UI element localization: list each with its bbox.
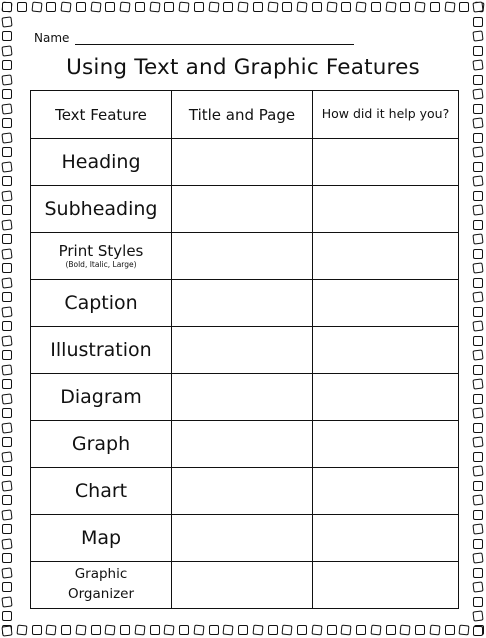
border-square-shape <box>2 205 12 215</box>
border-square-shape <box>1 277 12 288</box>
border-square-shape <box>473 510 483 520</box>
title-page-cell[interactable] <box>172 374 313 421</box>
border-square-shape <box>2 176 12 186</box>
border-square-shape <box>209 625 219 635</box>
border-square-shape <box>415 2 426 13</box>
border-square-shape <box>429 625 440 636</box>
feature-cell: Illustration <box>31 327 172 374</box>
border-square-shape <box>32 625 42 635</box>
help-cell[interactable] <box>313 374 459 421</box>
border-square-shape <box>459 2 469 12</box>
border-square-shape <box>2 2 12 12</box>
border-square-shape <box>472 88 483 99</box>
border-square-shape <box>472 146 483 157</box>
border-square-shape <box>1 219 12 230</box>
border-square-shape <box>193 625 204 636</box>
border-square-shape <box>473 568 483 578</box>
border-square-shape <box>472 407 483 418</box>
border-square-shape <box>179 625 189 635</box>
help-cell[interactable] <box>313 327 459 374</box>
border-square-shape <box>472 436 483 447</box>
border-square-shape <box>1 74 12 85</box>
border-square-shape <box>473 423 483 433</box>
border-square-shape <box>282 625 293 636</box>
decorative-border-bottom <box>0 623 486 638</box>
title-page-cell[interactable] <box>172 186 313 233</box>
border-square-shape <box>2 466 12 476</box>
border-square-shape <box>267 2 278 13</box>
name-field <box>34 31 354 45</box>
border-square-shape <box>472 494 483 505</box>
border-square-shape <box>472 552 483 563</box>
feature-cell: Map <box>31 515 172 562</box>
border-square-shape <box>134 625 145 636</box>
table-row <box>31 280 459 327</box>
border-square-shape <box>1 16 12 27</box>
border-square-shape <box>1 190 12 201</box>
border-square-shape <box>473 191 483 201</box>
help-cell[interactable] <box>313 280 459 327</box>
column-header-title-and-page: Title and Page <box>172 91 313 139</box>
border-square-shape <box>400 2 410 12</box>
title-page-cell[interactable] <box>172 280 313 327</box>
border-square-shape <box>1 45 12 56</box>
border-square-shape <box>149 2 160 13</box>
feature-cell: Graph <box>31 421 172 468</box>
column-header-text-feature: Text Feature <box>31 91 172 139</box>
border-square-shape <box>1 335 12 346</box>
border-square-shape <box>2 553 12 563</box>
border-square-shape <box>2 379 12 389</box>
border-square-shape <box>472 320 483 331</box>
border-square-shape <box>1 132 12 143</box>
border-square-shape <box>473 17 483 27</box>
border-square-shape <box>311 625 322 636</box>
table-row <box>31 374 459 421</box>
border-square-shape <box>297 625 307 635</box>
feature-cell <box>31 233 172 280</box>
help-cell[interactable] <box>313 421 459 468</box>
name-label: Name <box>34 31 70 45</box>
border-square-shape <box>326 2 337 13</box>
border-square-shape <box>473 394 483 404</box>
column-header-how-did-it-help: How did it help you? <box>313 91 459 139</box>
border-square-shape <box>16 625 27 636</box>
border-square-shape <box>385 2 396 13</box>
border-square-shape <box>120 2 131 13</box>
border-square-shape <box>472 1 483 12</box>
border-square-shape <box>1 422 12 433</box>
table-row <box>31 562 459 609</box>
border-square-shape <box>2 263 12 273</box>
table-row <box>31 327 459 374</box>
border-square-shape <box>208 2 219 13</box>
border-square-shape <box>90 2 101 13</box>
border-square-shape <box>430 2 440 12</box>
border-square-shape <box>400 625 411 636</box>
title-page-cell[interactable] <box>172 233 313 280</box>
help-cell[interactable] <box>313 139 459 186</box>
border-square-shape <box>444 2 455 13</box>
border-square-shape <box>1 625 12 636</box>
border-square-shape <box>17 2 27 12</box>
border-square-shape <box>386 625 396 635</box>
border-square-shape <box>472 465 483 476</box>
border-square-shape <box>356 625 366 635</box>
border-square-shape <box>164 625 175 636</box>
page-title: Using Text and Graphic Features <box>66 55 420 80</box>
title-page-cell[interactable] <box>172 421 313 468</box>
border-square-shape <box>1 161 12 172</box>
border-square-shape <box>2 524 12 534</box>
title-page-cell[interactable] <box>172 562 313 609</box>
border-square-shape <box>445 625 455 635</box>
table-row <box>31 233 459 280</box>
help-cell[interactable] <box>313 186 459 233</box>
border-square-shape <box>2 31 12 41</box>
border-square-shape <box>164 2 174 12</box>
border-square-shape <box>2 89 12 99</box>
border-square-shape <box>472 175 483 186</box>
border-square-shape <box>1 306 12 317</box>
border-square-shape <box>238 2 249 13</box>
border-square-shape <box>194 2 204 12</box>
table-row <box>31 515 459 562</box>
help-cell[interactable] <box>313 562 459 609</box>
border-square-shape <box>2 147 12 157</box>
table-row <box>31 421 459 468</box>
border-square-shape <box>1 509 12 520</box>
feature-label: Print Styles <box>58 241 144 260</box>
border-square-shape <box>2 60 12 70</box>
help-cell[interactable] <box>313 515 459 562</box>
border-square-shape <box>297 2 308 13</box>
border-square-shape <box>473 278 483 288</box>
feature-cell: Subheading <box>31 186 172 233</box>
table-row <box>31 186 459 233</box>
help-cell[interactable] <box>313 468 459 515</box>
border-square-shape <box>1 451 12 462</box>
border-square-shape <box>472 349 483 360</box>
help-cell[interactable] <box>313 233 459 280</box>
border-square-shape <box>473 307 483 317</box>
border-square-shape <box>2 582 12 592</box>
border-square-shape <box>1 538 12 549</box>
decorative-border-left <box>0 0 15 638</box>
decorative-border-right <box>471 0 486 638</box>
border-square-shape <box>473 597 483 607</box>
name-blank-line[interactable] <box>75 32 354 45</box>
border-square-shape <box>150 625 160 635</box>
border-square-shape <box>415 625 425 635</box>
border-square-shape <box>2 408 12 418</box>
border-square-shape <box>327 625 337 635</box>
border-square-shape <box>61 2 72 13</box>
border-square-shape <box>105 625 116 636</box>
table-row <box>31 139 459 186</box>
border-square-shape <box>75 625 86 636</box>
border-square-shape <box>473 539 483 549</box>
border-square-shape <box>473 249 483 259</box>
border-square-shape <box>223 625 234 636</box>
border-square-shape <box>1 596 12 607</box>
border-square-shape <box>472 233 483 244</box>
border-square-shape <box>2 495 12 505</box>
border-square-shape <box>473 104 483 114</box>
border-square-shape <box>120 625 130 635</box>
feature-cell: Chart <box>31 468 172 515</box>
border-square-shape <box>253 2 263 12</box>
border-square-shape <box>473 365 483 375</box>
border-square-shape <box>473 162 483 172</box>
table-header-row <box>31 91 459 139</box>
border-square-shape <box>2 292 12 302</box>
border-square-shape <box>2 611 12 621</box>
border-square-shape <box>473 75 483 85</box>
border-square-shape <box>472 30 483 41</box>
border-square-shape <box>472 581 483 592</box>
border-square-shape <box>238 625 248 635</box>
border-square-shape <box>472 523 483 534</box>
border-square-shape <box>1 103 12 114</box>
border-square-shape <box>1 248 12 259</box>
border-square-shape <box>46 2 56 12</box>
border-square-shape <box>356 2 367 13</box>
border-square-shape <box>473 481 483 491</box>
border-square-shape <box>91 625 101 635</box>
border-square-shape <box>1 364 12 375</box>
border-square-shape <box>282 2 292 12</box>
border-square-shape <box>459 625 470 636</box>
border-square-shape <box>370 625 381 636</box>
title-page-cell[interactable] <box>172 515 313 562</box>
border-square-shape <box>135 2 145 12</box>
border-square-shape <box>268 625 278 635</box>
border-square-shape <box>1 480 12 491</box>
title-page-cell[interactable] <box>172 139 313 186</box>
feature-cell: Caption <box>31 280 172 327</box>
worksheet-table <box>30 90 459 609</box>
border-square-shape <box>76 2 86 12</box>
feature-cell: Graphic Organizer <box>31 562 172 609</box>
title-page-cell[interactable] <box>172 468 313 515</box>
border-square-shape <box>31 2 42 13</box>
table-row <box>31 468 459 515</box>
border-square-shape <box>473 626 483 636</box>
border-square-shape <box>105 2 115 12</box>
border-square-shape <box>472 378 483 389</box>
border-square-shape <box>179 2 190 13</box>
border-square-shape <box>371 2 381 12</box>
feature-cell: Diagram <box>31 374 172 421</box>
border-square-shape <box>472 262 483 273</box>
border-square-shape <box>473 46 483 56</box>
decorative-border-top <box>0 0 486 15</box>
border-square-shape <box>223 2 233 12</box>
title-page-cell[interactable] <box>172 327 313 374</box>
feature-note: (Bold, Italic, Large) <box>65 260 137 270</box>
border-square-shape <box>472 204 483 215</box>
border-square-shape <box>473 452 483 462</box>
border-square-shape <box>472 291 483 302</box>
border-square-shape <box>2 350 12 360</box>
border-square-shape <box>341 2 351 12</box>
border-square-shape <box>312 2 322 12</box>
border-square-shape <box>473 336 483 346</box>
border-square-shape <box>473 220 483 230</box>
border-square-shape <box>46 625 57 636</box>
border-square-shape <box>472 117 483 128</box>
border-square-shape <box>2 321 12 331</box>
border-square-shape <box>252 625 263 636</box>
border-square-shape <box>2 118 12 128</box>
feature-cell: Heading <box>31 139 172 186</box>
border-square-shape <box>2 234 12 244</box>
border-square-shape <box>61 625 71 635</box>
border-square-shape <box>341 625 352 636</box>
border-square-shape <box>472 610 483 621</box>
border-square-shape <box>1 567 12 578</box>
border-square-shape <box>472 59 483 70</box>
border-square-shape <box>2 437 12 447</box>
border-square-shape <box>473 133 483 143</box>
border-square-shape <box>1 393 12 404</box>
